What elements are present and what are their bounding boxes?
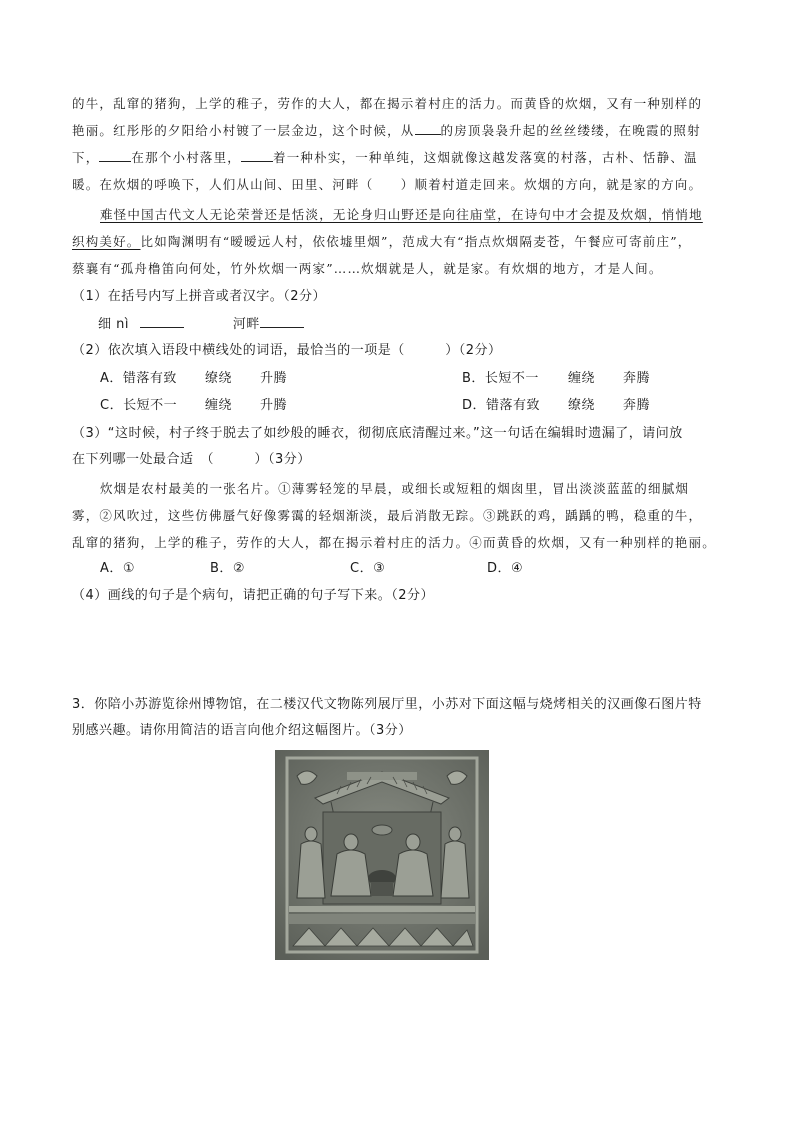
question-2-prompt: （2）依次填入语段中横线处的词语，最恰当的一项是（ ）（2分）	[72, 343, 502, 358]
passage-line-2a: 艳丽。红彤彤的夕阳给小村镀了一层金边，这个时候，从	[72, 123, 415, 138]
option-3D[interactable]: D．④	[487, 561, 524, 576]
passage-line-3b: 在那个小村落里，	[131, 150, 242, 165]
stone-relief-drawing	[275, 750, 489, 960]
question-1-prompt: （1）在括号内写上拼音或者汉字。（2分）	[72, 289, 327, 304]
han-stone-relief-image	[275, 750, 489, 960]
passage-line-5	[100, 206, 722, 224]
option-2D-word2: 缭绕	[568, 398, 596, 413]
underlined-sentence-part-1: 难怪中国古代文人无论荣誉还是恬淡，无论身归山野还是向往庙堂，在诗句中才会提及炊烟，悄悄地	[100, 207, 703, 222]
option-2C-word3: 升腾	[260, 398, 288, 413]
question-5-line-2: 别感兴趣。请你用简洁的语言向他介绍这幅图片。（3分）	[72, 723, 412, 738]
passage-line-7: 蔡襄有“孤舟橹笛向何处，竹外炊烟一两家”……炊烟就是人，就是家。有炊烟的地方，才是人间。	[72, 261, 663, 276]
question-1-item-2: 河畔	[232, 317, 260, 332]
option-2A-word2: 缭绕	[205, 371, 233, 386]
passage-line-3a: 下，	[72, 150, 100, 165]
option-2A-word3: 升腾	[260, 371, 288, 386]
underlined-sentence-part-2: 织构美好。	[72, 234, 141, 249]
option-3A[interactable]: A．①	[100, 561, 136, 576]
question-5-line-1: 3．你陪小苏游览徐州博物馆，在二楼汉代文物陈列展厅里，小苏对下面这幅与烧烤相关的汉画像石图片特	[72, 697, 702, 712]
option-2B-word2: 缠绕	[568, 371, 596, 386]
passage-line-4: 暖。在炊烟的呼唤下，人们从山间、田里、河畔（ ）顺着村道走回来。炊烟的方向，就是家的方向。	[72, 177, 703, 192]
passage-line-6b: 比如陶渊明有“暧暧远人村，依依墟里烟”，范成大有“指点炊烟隔麦苍，午餐应可寄前庄”，	[140, 234, 692, 249]
option-2D[interactable]: D．错落有致	[462, 398, 541, 413]
passage-line-3c: 着一种朴实，一种单纯，这烟就像这越发落寞的村落，古朴、恬静、温	[273, 150, 698, 165]
option-2A[interactable]: A．错落有致	[100, 371, 177, 386]
option-2B-word3: 奔腾	[623, 371, 651, 386]
fill-blank-3[interactable]	[241, 149, 273, 162]
option-2C-word2: 缠绕	[205, 398, 233, 413]
question-1-item-1: 细 nì	[98, 317, 129, 332]
passage-line-2b: 的房顶袅袅升起的丝丝缕缕，在晚霞的照射	[440, 123, 701, 138]
question-4-prompt: （4）画线的句子是个病句，请把正确的句子写下来。（2分）	[72, 588, 435, 603]
passage-line-1: 的牛，乱窜的猪狗，上学的稚子，劳作的大人，都在揭示着村庄的活力。而黄昏的炊烟，又有一种别样的	[72, 96, 703, 111]
question-3-passage-line-3: 乱窜的猪狗，上学的稚子，劳作的大人，都在揭示着村庄的活力。④而黄昏的炊烟，又有一种别样的艳丽。	[72, 535, 716, 550]
question-3-prompt-line-1: （3）“这时候，村子终于脱去了如纱般的睡衣，彻彻底底清醒过来。”这一句话在编辑时遗漏了，请问放	[72, 426, 683, 441]
passage-line-2	[72, 122, 722, 140]
answer-blank-1[interactable]	[140, 315, 184, 328]
passage-line-3	[72, 149, 722, 167]
option-3C[interactable]: C．③	[350, 561, 386, 576]
question-1-items	[98, 315, 748, 334]
option-2D-word3: 奔腾	[623, 398, 651, 413]
answer-blank-2[interactable]	[260, 315, 304, 328]
question-3-passage-line-2: 雾，②风吹过，这些仿佛蜃气好像雾霭的轻烟渐淡，最后消散无踪。③跳跃的鸡，踽踽的鸭，稳重的牛，	[72, 508, 703, 523]
option-2B[interactable]: B．长短不一	[462, 371, 539, 386]
question-3-passage-line-1: 炊烟是农村最美的一张名片。①薄雾轻笼的早晨，或细长或短粗的烟囱里，冒出淡淡蓝蓝的细腻烟	[100, 481, 690, 496]
passage-line-6	[72, 233, 722, 251]
question-3-prompt-line-2: 在下列哪一处最合适 （ ）（3分）	[72, 452, 311, 467]
fill-blank-1[interactable]	[415, 122, 441, 135]
option-3B[interactable]: B．②	[210, 561, 246, 576]
option-2C[interactable]: C．长短不一	[100, 398, 178, 413]
fill-blank-2[interactable]	[99, 149, 131, 162]
